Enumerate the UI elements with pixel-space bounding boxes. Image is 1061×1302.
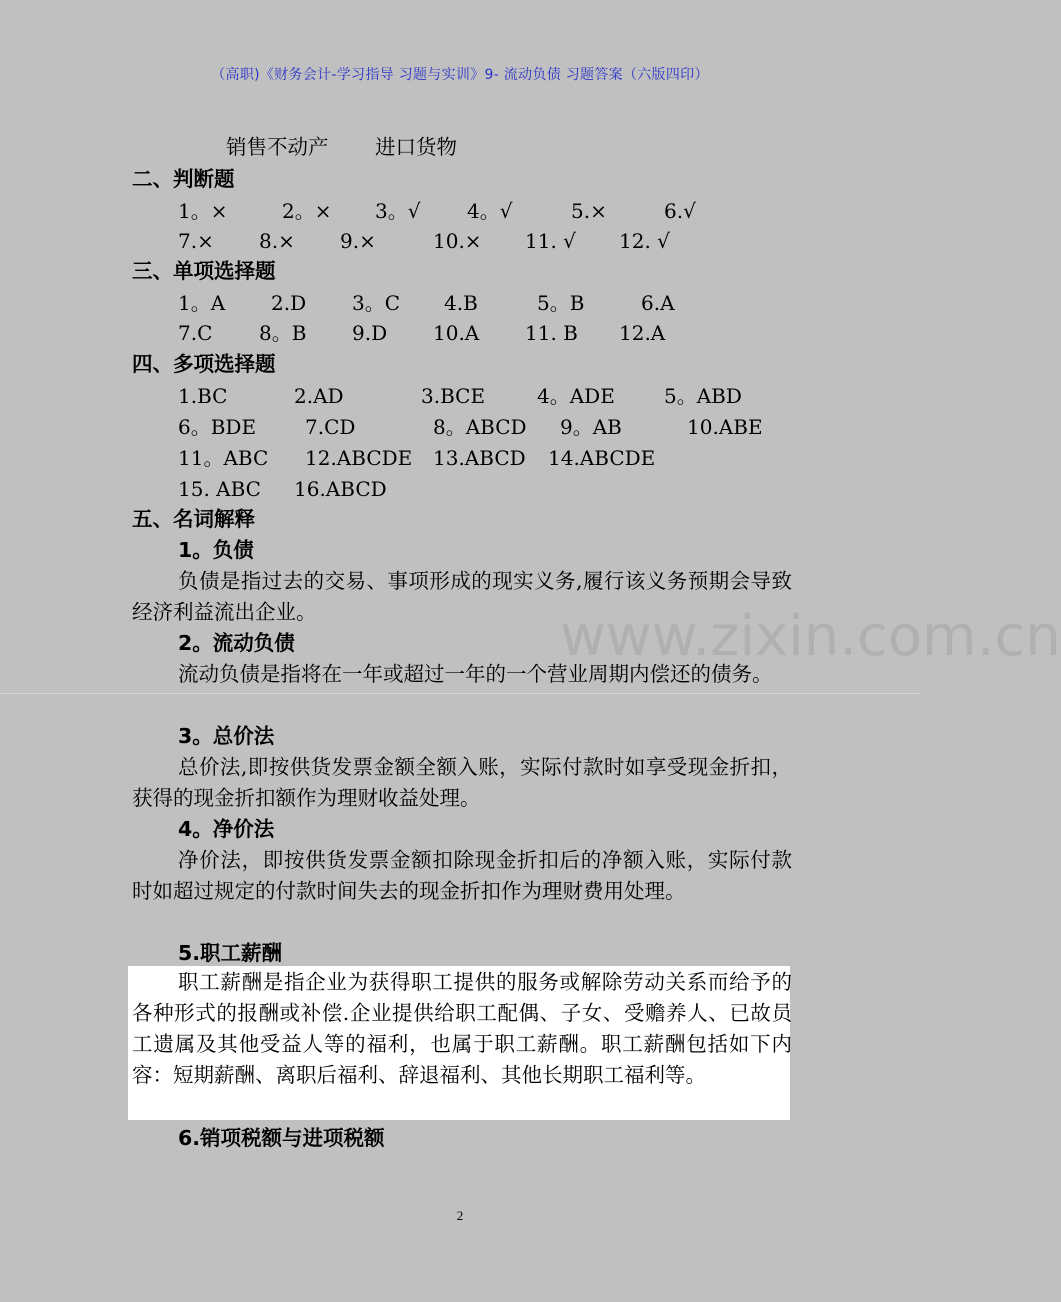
term-definition: 职工薪酬是指企业为获得职工提供的服务或解除劳动关系而给予的各种形式的报酬或补偿.企业提供给职工配偶、子女、受赡养人、已故员工遗属及其他受益人等的福利，也属于职工薪酬。职工薪酬包括如下内容：短期薪酬、离职后福利、辞退福利、其他长期职工福利等。 [132,970,792,1087]
answer-item: 11. √ [525,229,576,253]
answer-item: 1。× [178,199,228,223]
answer-item: 7.C [178,321,213,345]
answer-item: 8.× [259,229,295,253]
answer-item: 1.BC [178,384,228,408]
answer-item: 12.A [619,321,666,345]
section-heading-single-choice: 三、单项选择题 [132,259,276,283]
answer-item: 10.A [433,321,480,345]
answer-item: 9。AB [560,415,622,439]
answer-item: 5.× [571,199,607,223]
answer-item: 4。ADE [537,384,615,408]
answer-item: 16.ABCD [294,477,387,501]
answer-item: 9.D [352,321,388,345]
answer-item: 12. √ [619,229,670,253]
answer-item: 14.ABCDE [548,446,656,470]
answer-item: 8。B [259,321,307,345]
section-heading-definitions: 五、名词解释 [132,507,255,531]
answer-item: 1。A [178,291,226,315]
answer-item: 4.B [444,291,478,315]
answer-item: 7.× [178,229,214,253]
answer-item: 5。B [537,291,585,315]
answer-item: 6.√ [664,199,696,223]
answer-item: 11. B [525,321,578,345]
term-definition: 净价法，即按供货发票金额扣除现金折扣后的净额入账，实际付款时如超过规定的付款时间失去的现金折扣作为理财费用处理。 [132,848,792,903]
answer-item: 3。√ [375,199,421,223]
answer-item: 15. ABC [178,477,261,501]
divider [0,693,920,694]
answer-item: 3。C [352,291,401,315]
answer-item: 11。ABC [178,446,269,470]
term-title: 2。流动负债 [178,631,295,655]
term-title: 4。净价法 [178,817,275,841]
term-definition: 流动负债是指将在一年或超过一年的一个营业周期内偿还的债务。 [178,662,773,686]
answer-item: 9.× [340,229,376,253]
term-title: 3。总价法 [178,724,275,748]
answer-item: 8。ABCD [433,415,527,439]
term-definition: 负债是指过去的交易、事项形成的现实义务,履行该义务预期会导致经济利益流出企业。 [132,569,792,624]
answer-item: 13.ABCD [433,446,526,470]
answer-item: 6.A [641,291,675,315]
answer-item: 6。BDE [178,415,257,439]
answer-item: 10.× [433,229,482,253]
continuation-item-1: 销售不动产 [226,135,329,159]
answer-item: 2.AD [294,384,344,408]
term-title: 1。负债 [178,538,254,562]
page-header: （高职)《财务会计-学习指导 习题与实训》9- 流动负债 习题答案（六版四印） [211,67,709,83]
answer-item: 4。√ [467,199,513,223]
answer-item: 5。ABD [664,384,742,408]
section-heading-multiple-choice: 四、多项选择题 [132,352,276,376]
answer-item: 2.D [271,291,307,315]
answer-item: 7.CD [305,415,356,439]
section-heading-judgment: 二、判断题 [132,167,235,191]
answer-item: 2。× [282,199,332,223]
answer-item: 12.ABCDE [305,446,413,470]
answer-item: 10.ABE [687,415,763,439]
term-title: 5.职工薪酬 [178,941,283,965]
continuation-item-2: 进口货物 [375,135,457,159]
term-title: 6.销项税额与进项税额 [178,1126,385,1150]
page-number: 2 [456,1208,464,1223]
answer-item: 3.BCE [421,384,486,408]
watermark: www.zixin.com.cn [560,604,1061,669]
term-definition: 总价法,即按供货发票金额全额入账，实际付款时如享受现金折扣，获得的现金折扣额作为理财收益处理。 [132,755,792,810]
